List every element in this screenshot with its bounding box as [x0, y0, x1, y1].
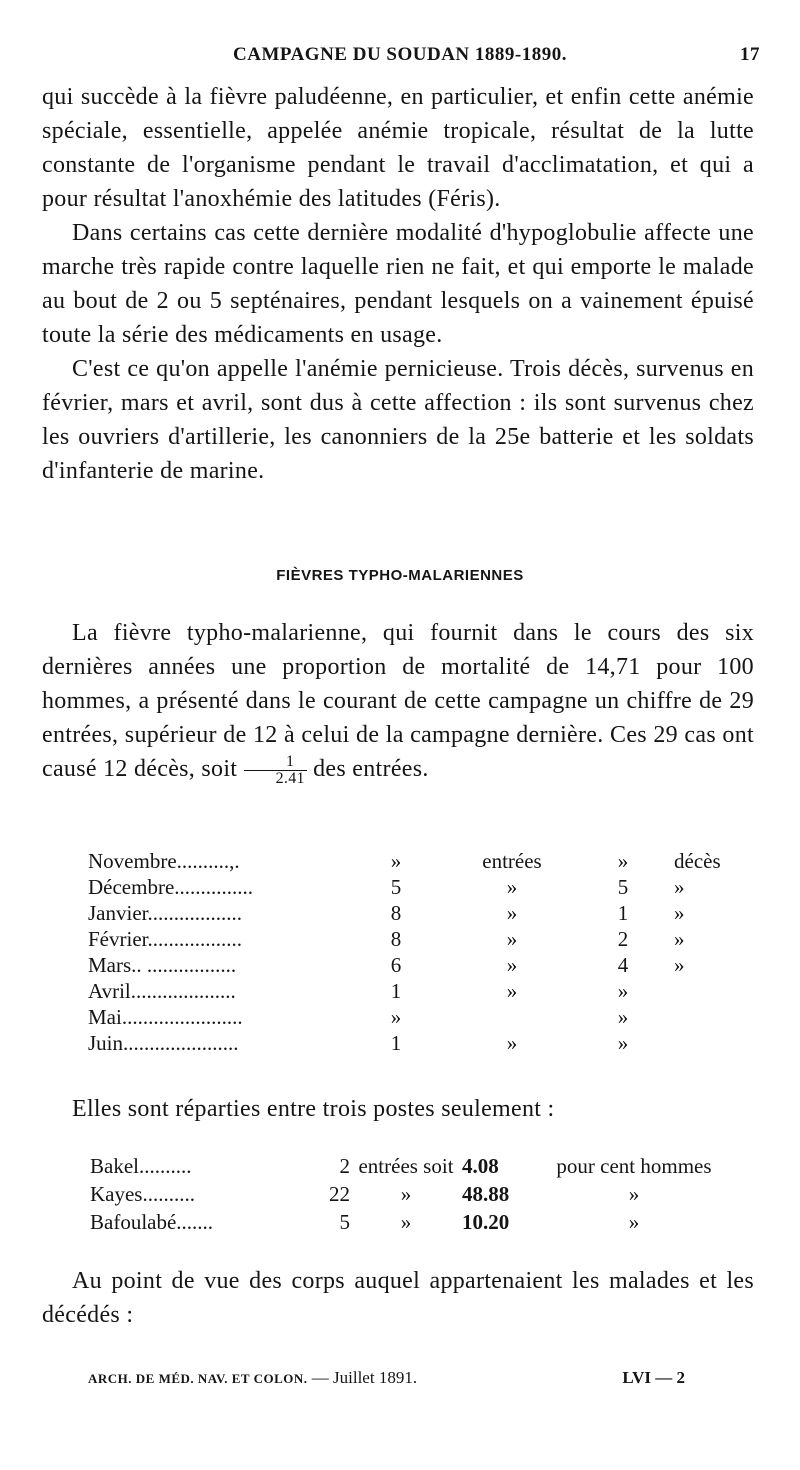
month-label: Novembre..........,. — [88, 849, 240, 873]
table-row — [88, 848, 721, 874]
posts-table — [90, 1152, 724, 1236]
deaths-word — [668, 1004, 721, 1030]
deaths-value: 4 — [617, 953, 629, 977]
paragraph-continued: qui succède à la fièvre paludéenne, en particulier, et enfin cette anémie spéciale, essentielle, appelée anémie tropicale, résultat de la lutte constante de l'organisme pendant le travail d'acclimatation, et qui a pour résultat l'anoxhémie des latitudes (Féris). — [42, 84, 754, 212]
entries-word — [446, 1004, 578, 1030]
table-row — [88, 1004, 721, 1030]
post-separator: entrées soit — [358, 1154, 454, 1178]
sheet-signature: LVI — 2 — [622, 1368, 685, 1387]
deaths-value: 2 — [617, 927, 629, 951]
entries-word: » — [506, 901, 518, 925]
post-entries: 22 — [329, 1182, 350, 1206]
fraction-numerator: 1 — [244, 754, 307, 771]
table-row — [88, 900, 721, 926]
running-header — [40, 44, 760, 74]
month-label: Décembre............... — [88, 875, 254, 899]
deaths-word: » — [674, 927, 685, 951]
deaths-value: » — [617, 849, 629, 873]
entries-value: 6 — [390, 953, 402, 977]
paragraph-typho-malarienne — [42, 616, 754, 787]
entries-word: » — [506, 927, 518, 951]
table-row — [88, 952, 721, 978]
table-row — [90, 1208, 724, 1236]
table-row — [88, 926, 721, 952]
entries-value: 8 — [390, 901, 402, 925]
footer-citation — [88, 1368, 417, 1388]
post-separator: » — [400, 1210, 412, 1234]
post-label: Bafoulabé....... — [90, 1210, 214, 1234]
entries-value: » — [390, 849, 402, 873]
post-unit: pour cent hommes — [556, 1154, 712, 1178]
deaths-word — [668, 1030, 721, 1056]
entries-value: 1 — [390, 979, 402, 1003]
month-label: Juin...................... — [88, 1031, 239, 1055]
intro-text-block — [42, 80, 754, 488]
paragraph-hypoglobulie: Dans certains cas cette dernière modalité d'hypoglobulie affecte une marche très rapide contre laquelle rien ne fait, et qui emporte le malade au bout de 2 ou 5 septénaires, pendant lesquels on a vainement épuisé toute la série des médicaments en usage. — [42, 220, 754, 348]
post-entries: 2 — [339, 1154, 350, 1178]
deaths-value: » — [617, 1005, 629, 1029]
entries-value: 5 — [390, 875, 402, 899]
post-unit: » — [628, 1210, 640, 1234]
entries-value: 1 — [390, 1031, 402, 1055]
post-unit: » — [628, 1182, 640, 1206]
post-separator: » — [400, 1182, 412, 1206]
month-label: Février.................. — [88, 927, 242, 951]
deaths-word: » — [674, 901, 685, 925]
deaths-value: » — [617, 979, 629, 1003]
paragraph-anemie-pernicieuse: C'est ce qu'on appelle l'anémie pernicieuse. Trois décès, survenus en février, mars et avril, sont dus à cette affection : ils sont survenus chez les ouvriers d'artillerie, les canonniers de la 25e batterie et les soldats d'infanterie de marine. — [42, 356, 754, 484]
post-label: Bakel.......... — [90, 1154, 192, 1178]
typho-text-block — [42, 616, 754, 787]
post-percent: 10.20 — [462, 1210, 510, 1234]
posts-intro: Elles sont réparties entre trois postes seulement : — [72, 1096, 555, 1122]
publication-date: — Juillet 1891. — [311, 1368, 418, 1387]
table-row — [88, 978, 721, 1004]
section-heading: FIÈVRES TYPHO-MALARIENNES — [276, 567, 524, 584]
deaths-word: » — [674, 875, 685, 899]
monthly-cases-table — [88, 848, 721, 1056]
closing-block — [42, 1264, 754, 1332]
page-footer — [88, 1368, 760, 1392]
entries-value: 8 — [390, 927, 402, 951]
month-label: Janvier.................. — [88, 901, 242, 925]
post-percent: 4.08 — [462, 1154, 499, 1178]
table-row — [88, 1030, 721, 1056]
entries-word: » — [506, 1031, 518, 1055]
table-row — [88, 874, 721, 900]
journal-name: ARCH. DE MÉD. NAV. ET COLON. — [88, 1371, 308, 1386]
entries-word: entrées — [482, 849, 542, 873]
month-label: Mai....................... — [88, 1005, 243, 1029]
deaths-word: » — [674, 953, 685, 977]
fraction-denominator: 2.41 — [275, 769, 305, 787]
entries-word: » — [506, 979, 518, 1003]
deaths-value: » — [617, 1031, 629, 1055]
post-label: Kayes.......... — [90, 1182, 195, 1206]
typho-text: La fièvre typho-malarienne, qui fournit dans le cours des six dernières années une proportion de mortalité de 14,71 pour 100 hommes, a présenté dans le courant de cette campagne un chiffre de 29 entrées, supérieur de 12 à celui de la campagne dernière. Ces 29 cas ont causé 12 décès, soit — [42, 620, 754, 782]
running-title: CAMPAGNE DU SOUDAN 1889-1890. — [233, 44, 567, 65]
posts-intro-block — [42, 1092, 754, 1126]
month-label: Avril.................... — [88, 979, 236, 1003]
deaths-value: 5 — [617, 875, 629, 899]
closing-paragraph: Au point de vue des corps auquel appartenaient les malades et les décédés : — [42, 1268, 754, 1328]
post-entries: 5 — [339, 1210, 350, 1234]
entries-word: » — [506, 953, 518, 977]
typho-text-end: des entrées. — [313, 756, 429, 782]
entries-word: » — [506, 875, 518, 899]
table-row — [90, 1152, 724, 1180]
deaths-value: 1 — [617, 901, 629, 925]
month-label: Mars.. ................. — [88, 953, 237, 977]
post-percent: 48.88 — [462, 1182, 510, 1206]
mortality-fraction — [244, 754, 307, 787]
table-row — [90, 1180, 724, 1208]
deaths-word — [668, 978, 721, 1004]
entries-value: » — [390, 1005, 402, 1029]
deaths-word: décès — [674, 849, 721, 873]
page-number: 17 — [740, 44, 760, 65]
